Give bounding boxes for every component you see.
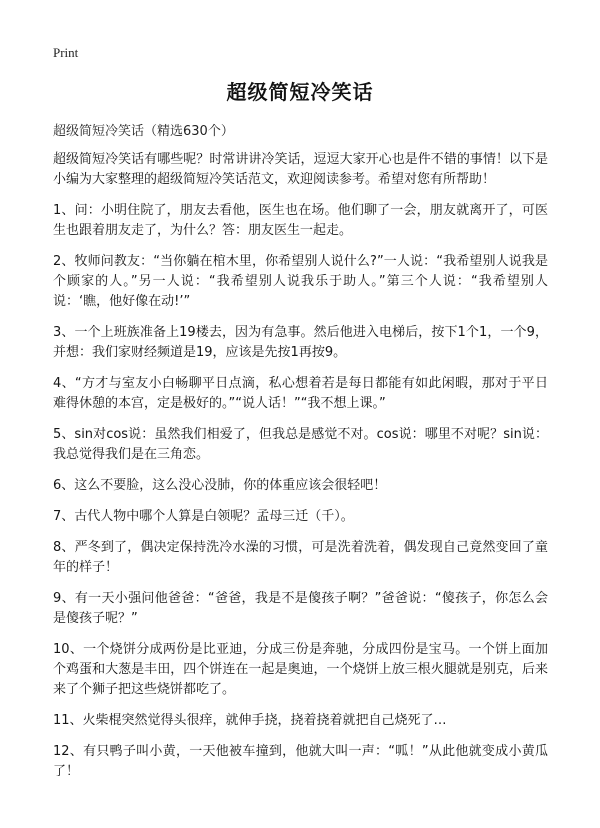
article-body [53,150,548,793]
print-link[interactable]: Print [53,45,79,60]
joke-paragraph: 9、有一天小强问他爸爸：“爸爸，我是不是傻孩子啊？”爸爸说：“傻孩子，你怎么会是傻孩子呢？” [53,591,548,626]
joke-paragraph: 10、一个烧饼分成两份是比亚迪，分成三份是奔驰，分成四份是宝马。一个饼上面加个鸡蛋和大葱是丰田，四个饼连在一起是奥迪，一个烧饼上放三根火腿就是别克，后来来了个狮子把这些烧饼都吃了。 [53,642,548,697]
joke-paragraph: 4、“方才与室友小白畅聊平日点滴，私心想着若是每日都能有如此闲暇，那对于平日难得休憩的本宫，定是极好的。”“说人话！”“我不想上课。” [53,376,548,411]
joke-paragraph: 3、一个上班族准备上19楼去，因为有急事。然后他进入电梯后，按下1个1，一个9，并想：我们家财经频道是19，应该是先按1再按9。 [53,325,548,360]
joke-paragraph: 5、sin对cos说：虽然我们相爱了，但我总是感觉不对。cos说：哪里不对呢？sin说：我总觉得我们是在三角恋。 [53,427,548,462]
joke-paragraph: 8、严冬到了，偶决定保持洗冷水澡的习惯，可是洗着洗着，偶发现自己竟然变回了童年的样子！ [53,540,548,575]
intro-paragraph: 超级简短冷笑话有哪些呢？时常讲讲冷笑话，逗逗大家开心也是件不错的事情！以下是小编为大家整理的超级简短冷笑话范文，欢迎阅读参考。希望对您有所帮助！ [53,152,548,187]
joke-paragraph: 7、古代人物中哪个人算是白领呢？孟母三迁（千）。 [53,509,354,524]
joke-paragraph: 2、牧师问教友：“当你躺在棺木里，你希望别人说什么?”一人说：“我希望别人说我是个顾家的人。”另一人说：“我希望别人说我乐于助人。”第三个人说：“我希望别人说：‘瞧，他好像在动!’” [53,254,548,309]
page-title: 超级简短冷笑话 [226,80,374,104]
joke-paragraph: 1、问：小明住院了，朋友去看他，医生也在场。他们聊了一会，朋友就离开了，可医生也跟着朋友走了，为什么？答：朋友医生一起走。 [53,203,548,238]
joke-paragraph: 11、火柴棍突然觉得头很痒，就伸手挠，挠着挠着就把自己烧死了… [53,713,447,728]
article-subtitle: 超级简短冷笑话（精选630个） [53,124,234,139]
joke-paragraph: 6、这么不要脸，这么没心没肺，你的体重应该会很轻吧！ [53,478,387,493]
joke-paragraph: 12、有只鸭子叫小黄，一天他被车撞到，他就大叫一声：“呱！”从此他就变成小黄瓜了！ [53,744,548,779]
